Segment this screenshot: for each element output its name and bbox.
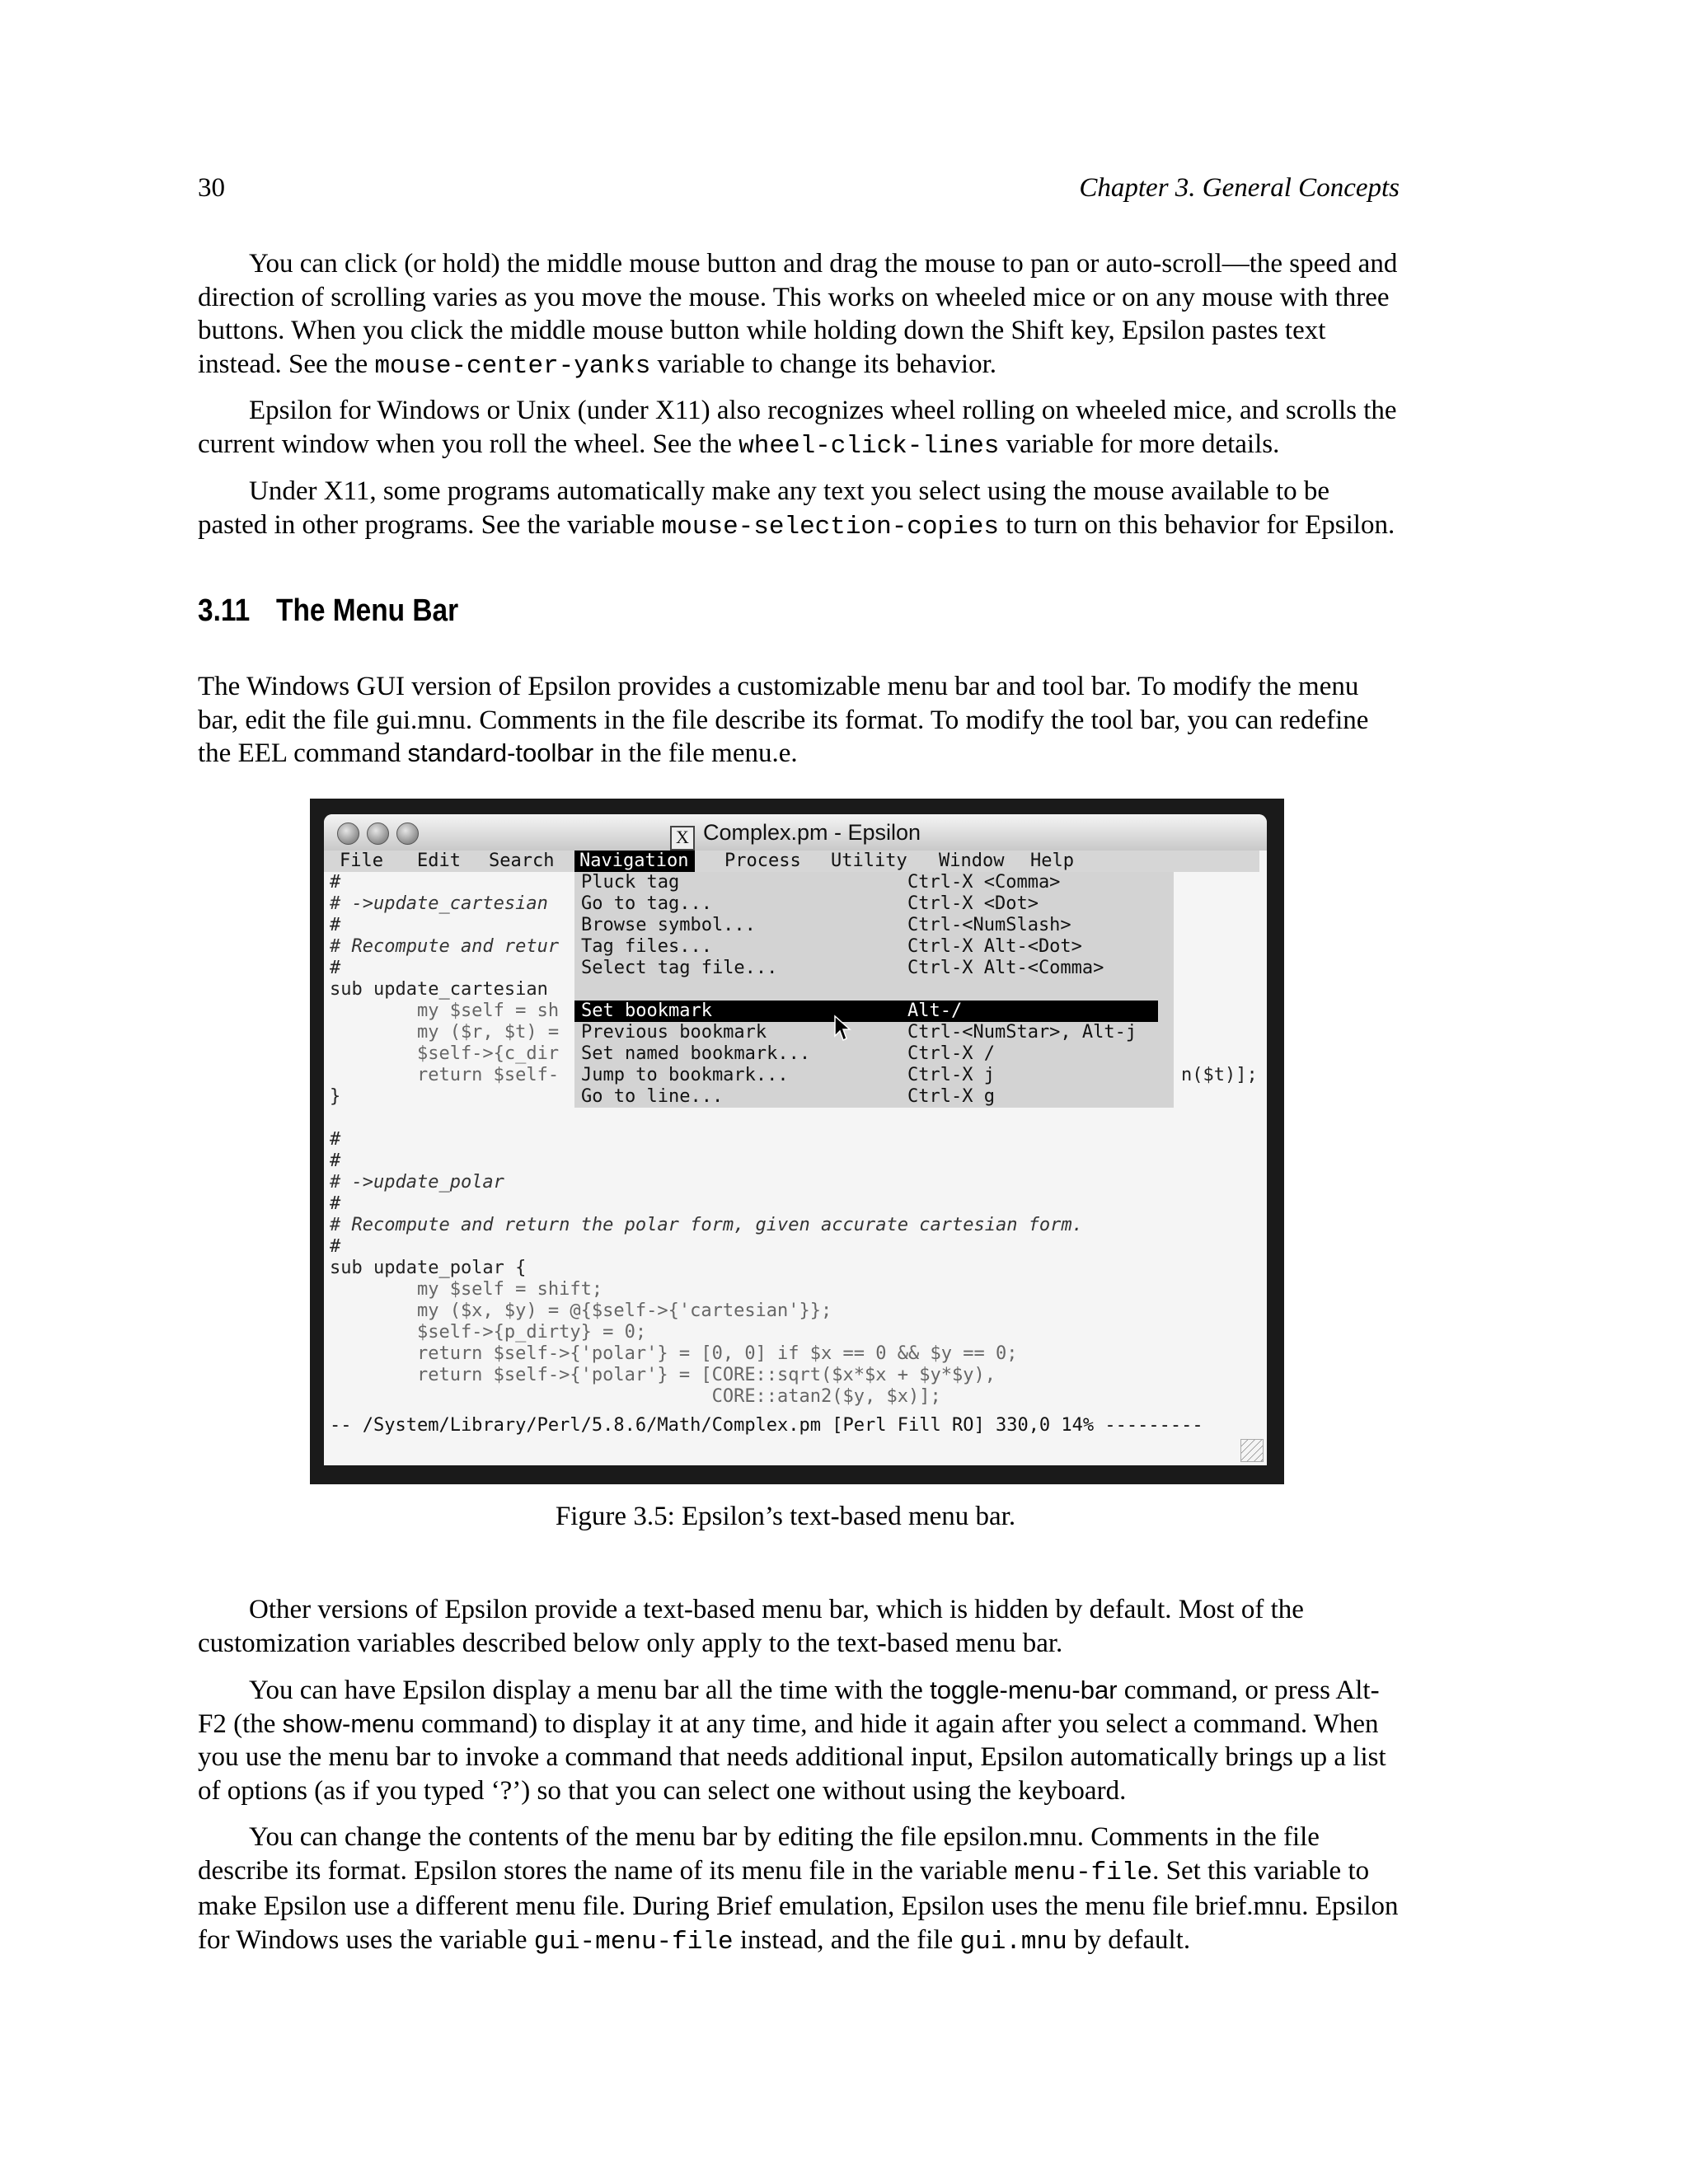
mode-line: -- /System/Library/Perl/5.8.6/Math/Complex.pm [Perl Fill RO] 330,0 14% --------- [330,1415,1203,1436]
chapter-title: Chapter 3. General Concepts [1079,173,1400,203]
section-title: The Menu Bar [276,593,459,628]
cmd-toggle-menu-bar: toggle-menu-bar [930,1675,1118,1704]
x11-icon: X [670,826,695,851]
code-line: return $self- [330,1065,560,1085]
var-menu-file: menu-file [1014,1858,1153,1887]
code-line: # [330,915,341,935]
text-menu-bar [324,851,1259,872]
code-line: CORE::atan2($y, $x)]; [330,1386,941,1407]
window-title: X Complex.pm - Epsilon [324,820,1267,851]
menu-edit[interactable]: Edit [417,851,461,871]
menu-item-tag-files[interactable]: Tag files... Ctrl-X Alt-<Dot> [581,936,1082,957]
menu-process[interactable]: Process [724,851,801,871]
paragraph-text-menu-bar: Other versions of Epsilon provide a text-based menu bar, which is hidden by default. Most of the customization variables described below only apply to the text-based menu bar. [198,1595,1304,1658]
code-line: return $self->{'polar'} = [CORE::sqrt($x*$x + $y*$y), [330,1365,996,1385]
code-line: my $self = shift; [330,1279,603,1300]
cmd-show-menu: show-menu [282,1708,415,1738]
menu-help[interactable]: Help [1030,851,1074,871]
code-line: return $self->{'polar'} = [0, 0] if $x == 0 && $y == 0; [330,1343,1018,1364]
var-gui-menu-file: gui-menu-file [533,1927,734,1957]
code-line-tail: n($t)]; [1181,1065,1258,1085]
menu-utility[interactable]: Utility [831,851,907,871]
menu-item-set-bookmark[interactable]: Set bookmark Alt-/ [574,1001,1158,1022]
terminal-area[interactable] [324,851,1267,1465]
code-line: sub update_polar { [330,1258,527,1278]
var-mouse-selection-copies: mouse-selection-copies [661,512,999,541]
mouse-pointer-icon [833,1015,853,1043]
figure-caption: Figure 3.5: Epsilon’s text-based menu bar. [555,1502,1016,1531]
section-heading [198,593,458,629]
file-gui-mnu: gui.mnu [959,1927,1067,1957]
code-line: # [330,1129,341,1150]
menu-item-set-named-bookmark[interactable]: Set named bookmark... Ctrl-X / [581,1043,995,1064]
navigation-dropdown [574,872,1174,1108]
code-line: } [330,1086,341,1107]
menu-item-go-to-tag[interactable]: Go to tag... Ctrl-X <Dot> [581,893,1039,914]
menu-item-select-tag-file[interactable]: Select tag file... Ctrl-X Alt-<Comma> [581,958,1104,978]
menu-window[interactable]: Window [939,851,1005,871]
title-bar [324,814,1267,851]
menu-item-jump-to-bookmark[interactable]: Jump to bookmark... Ctrl-X j [581,1065,995,1085]
code-line: # [330,872,341,893]
menu-item-pluck-tag[interactable]: Pluck tag Ctrl-X <Comma> [581,872,1061,893]
resize-grip-icon[interactable] [1240,1439,1264,1462]
menu-item-previous-bookmark[interactable]: Previous bookmark Ctrl-<NumStar>, Alt-j [581,1022,1137,1043]
menu-file[interactable]: File [340,851,383,871]
paragraph-menu-bar: The Windows GUI version of Epsilon provides a customizable menu bar and tool bar. To modify the menu bar, edit the file gui.mnu. Comments in the file describe its format. To modify the tool bar, you can redefine the EEL command standard-toolbar in the file menu.e. [198,672,1369,768]
code-line: sub update_cartesian [330,979,548,1000]
cmd-standard-toolbar: standard-toolbar [407,738,594,767]
code-line: # ->update_cartesian [330,893,548,914]
menu-navigation[interactable]: Navigation [574,851,695,872]
code-line: # [330,1236,341,1257]
menu-item-go-to-line[interactable]: Go to line... Ctrl-X g [581,1086,995,1107]
code-line: # [330,1151,341,1171]
var-mouse-center-yanks: mouse-center-yanks [374,351,651,381]
code-line: # Recompute and return the polar form, given accurate cartesian form. [330,1215,1083,1235]
epsilon-window [324,814,1267,1465]
paragraph-middle-button: You can click (or hold) the middle mouse button and drag the mouse to pan or auto-scroll—the speed and direction of scrolling varies as you move the mouse. This works on wheeled mice or on any mouse with three buttons. When you click the middle mouse button while holding down the Shift key, Epsilon pastes text instead. See the mouse-center-yanks variable to change its behavior. [198,249,1398,381]
code-line: $self->{p_dirty} = 0; [330,1322,647,1343]
code-line: my ($r, $t) = [330,1022,560,1043]
code-line: my ($x, $y) = @{$self->{'cartesian'}}; [330,1301,832,1321]
page-number: 30 [198,173,225,203]
code-line: # Recompute and retur [330,936,560,957]
menu-item-browse-symbol[interactable]: Browse symbol... Ctrl-<NumSlash> [581,915,1071,935]
code-line: my $self = sh [330,1001,560,1021]
paragraph-wheel: Epsilon for Windows or Unix (under X11) also recognizes wheel rolling on wheeled mice, and scrolls the current window when you roll the wheel. See the wheel-click-lines variable for more details. [198,396,1397,461]
figure-screenshot [310,799,1284,1484]
menu-search[interactable]: Search [489,851,555,871]
paragraph-toggle-menu-bar: You can have Epsilon display a menu bar all the time with the toggle-menu-bar command, or press Alt-F2 (the show-menu command) to display it at any time, and hide it again after you select a command. When you use the menu bar to invoke a command that needs additional input, Epsilon automatically brings up a list of options (as if you typed ‘?’) so that you can select one without using the keyboard. [198,1675,1386,1806]
paragraph-x11-selection: Under X11, some programs automatically make any text you select using the mouse available to be pasted in other programs. See the variable mouse-selection-copies to turn on this behavior for Epsilon. [198,476,1395,541]
var-wheel-click-lines: wheel-click-lines [738,431,1000,461]
code-line: $self->{c_dir [330,1043,560,1064]
paragraph-menu-file: You can change the contents of the menu bar by editing the file epsilon.mnu. Comments in the file describe its format. Epsilon stores the name of its menu file in the variable menu-file. Set this variable to make Epsilon use a different menu file. During Brief emulation, Epsilon uses the menu file brief.mnu. Epsilon for Windows uses the variable gui-menu-file instead, and the file gui.mnu by default. [198,1822,1399,1957]
section-number: 3.11 [198,593,251,628]
code-line: # ->update_polar [330,1172,504,1193]
code-line: # [330,1193,341,1214]
code-line: # [330,958,341,978]
